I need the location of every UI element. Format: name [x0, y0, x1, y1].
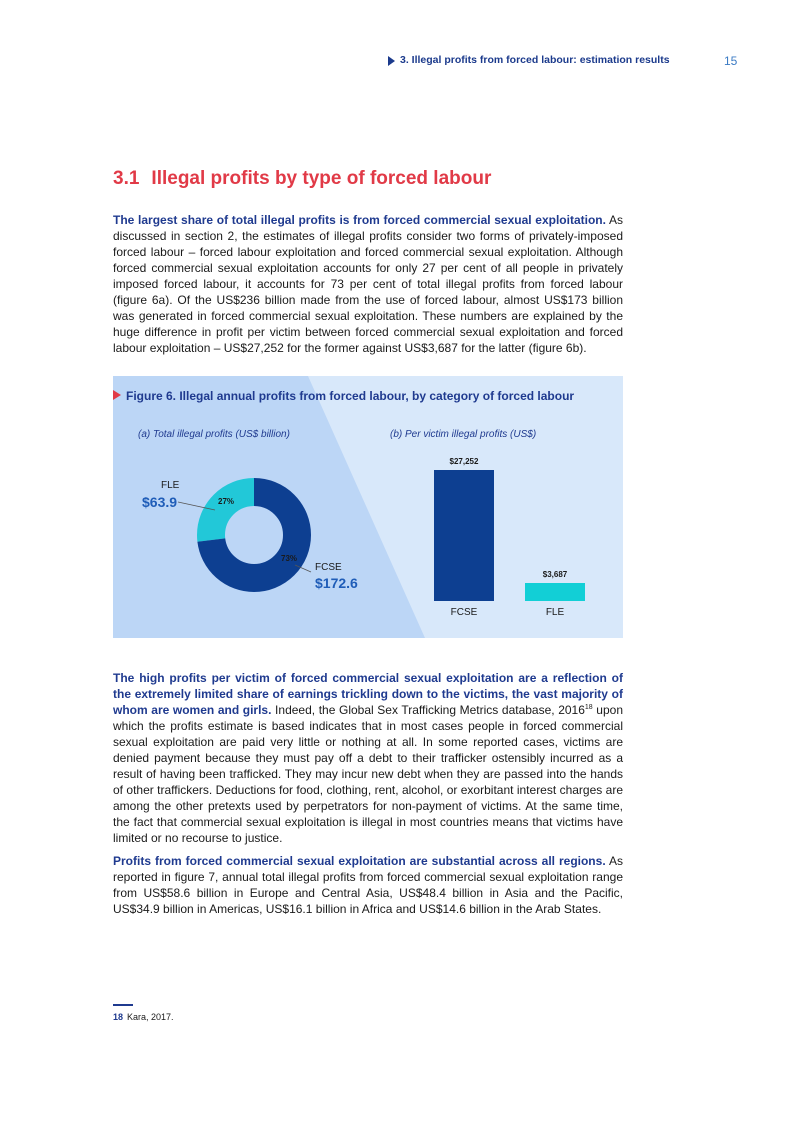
- paragraph-3: [113, 853, 623, 917]
- paragraph-2-body-a: Indeed, the Global Sex Trafficking Metrics database, 2016: [271, 703, 585, 717]
- donut-label-fle-value: $63.9: [142, 494, 178, 510]
- paragraph-3-lead: Profits from forced commercial sexual exploitation are substantial across all regions.: [113, 854, 606, 868]
- paragraph-1-lead: The largest share of total illegal profits is from forced commercial sexual exploitation.: [113, 213, 606, 227]
- paragraph-3-body: As reported in figure 7, annual total illegal profits from forced commercial sexual exploitation range from US$58.6 billion in Europe and Central Asia, US$48.4 billion in Asia and the Pacific, US$34.9 billion in Americas, US$16.1 billion in Africa and US$14.6 billion in the Arab States.: [113, 854, 623, 916]
- bar-subtitle: (b) Per victim illegal profits (US$): [390, 429, 537, 440]
- footnote-rule: [113, 1004, 133, 1006]
- donut-label-fcse-percent: 73%: [281, 554, 298, 563]
- donut-label-fle-name: FLE: [161, 480, 180, 491]
- paragraph-2-body-b: upon which the profits estimate is based indicates that in most cases people in forced commercial sexual exploitation are paid very little or nothing at all. In some reported cases, victims are denied payment because they must pay off a debt to their trafficker ostensibly incurred as a result of having been trafficked. They may incur new debt when they are passed into the hands of other traffickers. Deductions for food, clothing, rent, alcohol, or exorbitant interest charges are among the other pretexts used by perpetrators for non-payment of victims. At the same time, the fact that commercial sexual exploitation is illegal in most countries means that victims have limited or no recourse to justice.: [113, 703, 624, 845]
- running-title: 3. Illegal profits from forced labour: estimation results: [400, 54, 670, 66]
- paragraph-2-lead: The high profits per victim of forced commercial sexual exploitation are a reflection of the extremely limited share of earnings trickling down to the victims, the vast majority of whom are women and girls.: [113, 671, 623, 717]
- page-number: 15: [724, 54, 738, 68]
- donut-subtitle: (a) Total illegal profits (US$ billion): [138, 429, 290, 440]
- footnote-reference[interactable]: 18: [584, 704, 593, 711]
- figure-title-text: Figure 6. Illegal annual profits from forced labour, by category of forced labour: [126, 389, 575, 403]
- running-header: [388, 54, 748, 70]
- bar-fcse: [434, 470, 494, 601]
- donut-label-fcse-name: FCSE: [315, 562, 342, 573]
- section-heading: [113, 168, 491, 190]
- play-triangle-icon: [388, 56, 395, 66]
- figure-6: [113, 376, 623, 638]
- bar-category-fcse: FCSE: [450, 607, 478, 618]
- donut-label-fcse-value: $172.6: [315, 575, 358, 591]
- footnote-text: Kara, 2017.: [127, 1012, 174, 1022]
- footnote-number: 18: [113, 1012, 124, 1022]
- section-number: 3.1: [113, 168, 140, 189]
- bar-category-fle: FLE: [545, 607, 565, 618]
- donut-label-fle-percent: 27%: [218, 497, 235, 506]
- paragraph-1-body: As discussed in section 2, the estimates of illegal profits consider two forms of privately-imposed forced labour – forced labour exploitation and forced commercial sexual exploitation. Although forced commercial sexual exploitation accounts for only 27 per cent of all people in privately imposed forced labour, it accounts for 73 per cent of total illegal profits from forced labour (figure 6a). Of the US$236 billion made from the use of forced labour, almost US$173 billion was generated in forced commercial sexual exploitation. These numbers are explained by the huge difference in profit per victim between forced commercial sexual exploitation and forced labour exploitation – US$27,252 for the former against US$3,687 for the latter (figure 6b).: [113, 213, 623, 355]
- paragraph-2: [113, 670, 623, 846]
- bar-value-fcse: $27,252: [449, 457, 479, 466]
- bar-fle: [525, 583, 585, 601]
- section-title: Illegal profits by type of forced labour: [151, 168, 492, 189]
- footnote: [113, 1012, 174, 1022]
- paragraph-1: [113, 212, 623, 356]
- bar-value-fle: $3,687: [542, 570, 568, 580]
